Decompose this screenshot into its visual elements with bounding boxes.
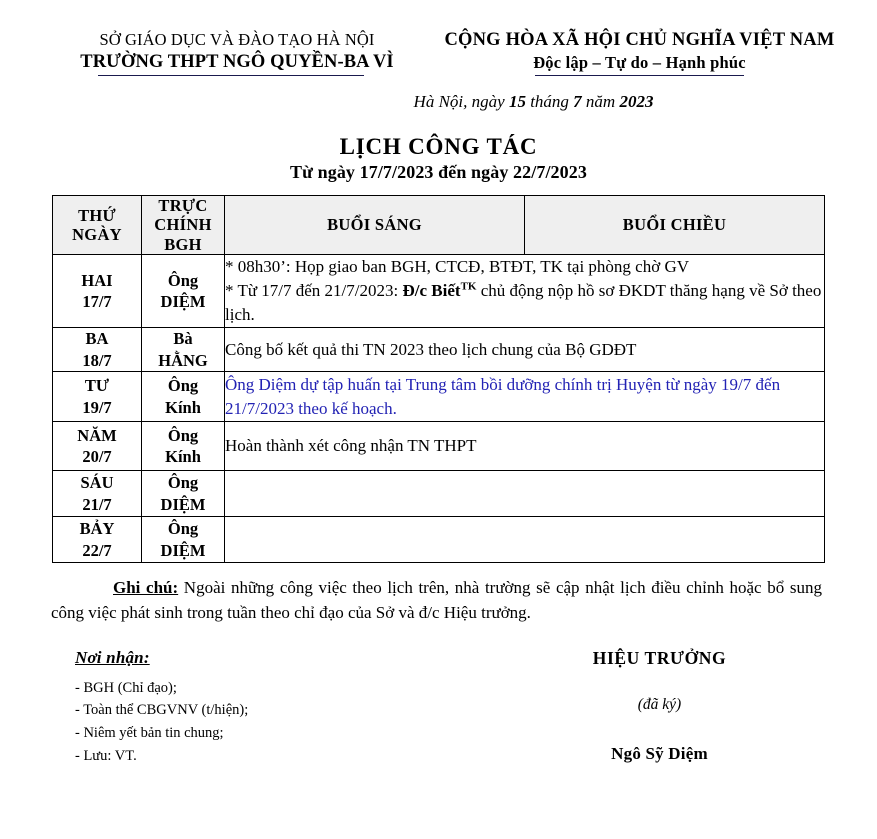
cell-day-line1: BA bbox=[85, 329, 109, 349]
cell-bgh bbox=[142, 517, 225, 563]
cell-day-line1: SÁU bbox=[80, 473, 114, 493]
national-motto-underline bbox=[535, 75, 744, 76]
cell-day bbox=[53, 471, 142, 517]
list-item: - BGH (Chỉ đạo); bbox=[75, 679, 177, 696]
list-item: - Toàn thể CBGVNV (t/hiện); bbox=[75, 702, 249, 719]
dateline-mid2: năm bbox=[581, 92, 620, 111]
national-motto-text: Độc lập – Tự do – Hạnh phúc bbox=[533, 53, 746, 72]
table-row bbox=[53, 517, 825, 563]
dateline-day: 15 bbox=[508, 92, 526, 111]
signature-block bbox=[505, 648, 850, 769]
column-header-bgh-line2: CHÍNH bbox=[154, 215, 212, 235]
dateline bbox=[27, 92, 850, 112]
cell-day-line1: HAI bbox=[81, 270, 113, 290]
table-row bbox=[53, 372, 825, 422]
cell-day-line1: TƯ bbox=[84, 376, 110, 396]
cell-bgh-line1: Ông bbox=[167, 519, 199, 539]
dateline-prefix: Hà Nội, ngày bbox=[413, 92, 509, 111]
masthead bbox=[27, 0, 850, 73]
cell-bgh bbox=[142, 422, 225, 471]
list-item: - Lưu: VT. bbox=[75, 748, 137, 765]
cell-day-line2: 22/7 bbox=[82, 540, 112, 560]
column-header-day bbox=[53, 196, 142, 255]
cell-bgh-line1: Bà bbox=[173, 329, 193, 349]
schedule-table-head bbox=[53, 196, 825, 255]
content-line-2-superscript: TK bbox=[460, 280, 477, 293]
table-row bbox=[53, 328, 825, 372]
column-header-morning: BUỔI SÁNG bbox=[225, 196, 525, 255]
cell-bgh-line1: Ông bbox=[167, 425, 199, 445]
dateline-month: 7 bbox=[573, 92, 582, 111]
school-name-text: TRƯỜNG THPT NGÔ QUYỀN-BA VÌ bbox=[80, 52, 394, 72]
column-header-bgh-line1: TRỰC bbox=[158, 196, 208, 215]
content-line-1: * 08h30’: Họp giao ban BGH, CTCĐ, BTĐT, TK tại phòng chờ GV bbox=[225, 256, 690, 276]
school-name bbox=[80, 52, 393, 73]
cell-bgh bbox=[142, 471, 225, 517]
cell-day-line2: 20/7 bbox=[82, 447, 112, 467]
cell-bgh-line2: HẰNG bbox=[158, 350, 208, 370]
page-subtitle: Từ ngày 17/7/2023 đến ngày 22/7/2023 bbox=[290, 162, 587, 182]
cell-content: Công bố kết quả thi TN 2023 theo lịch chung của Bộ GDĐT bbox=[225, 328, 825, 372]
cell-day-line2: 17/7 bbox=[82, 292, 112, 312]
signature-name: Ngô Sỹ Diệm bbox=[611, 743, 708, 763]
cell-day-line2: 18/7 bbox=[82, 350, 112, 370]
cell-bgh bbox=[142, 372, 225, 422]
cell-day bbox=[53, 328, 142, 372]
note-text: Ngoài những công việc theo lịch trên, nhà trường sẽ cập nhật lịch điều chỉnh hoặc bổ sung công việc phát sinh trong tuần theo chỉ đạo của Sở và đ/c Hiệu trưởng. bbox=[51, 578, 822, 622]
column-header-afternoon: BUỔI CHIỀU bbox=[525, 196, 825, 255]
cell-bgh-line2: Kính bbox=[165, 397, 201, 417]
cell-bgh-line2: DIỆM bbox=[160, 292, 206, 312]
content-line-2-bold: Đ/c Biết bbox=[402, 281, 461, 301]
cell-content bbox=[225, 517, 825, 563]
table-row bbox=[53, 422, 825, 471]
note-label: Ghi chú: bbox=[113, 578, 179, 598]
schedule-table-body bbox=[53, 254, 825, 562]
cell-content: Ông Diệm dự tập huấn tại Trung tâm bồi dưỡng chính trị Huyện từ ngày 19/7 đến 21/7/2023 theo kế hoạch. bbox=[225, 372, 825, 422]
cell-bgh-line1: Ông bbox=[167, 270, 199, 290]
column-header-bgh bbox=[142, 196, 225, 255]
cell-bgh-line2: DIỆM bbox=[160, 494, 206, 514]
dateline-mid1: tháng bbox=[525, 92, 574, 111]
cell-content bbox=[225, 254, 825, 327]
content-line-2-part-c: chủ động nộp hồ sơ ĐKDT thăng hạng về Sở theo lịch. bbox=[225, 281, 822, 325]
national-motto bbox=[533, 53, 746, 73]
content-line-2-part-a: * Từ 17/7 đến 21/7/2023: bbox=[225, 281, 403, 301]
cell-day bbox=[53, 254, 142, 327]
recipients-list bbox=[75, 677, 505, 769]
cell-day-line1: NĂM bbox=[77, 425, 117, 445]
department-name: SỞ GIÁO DỤC VÀ ĐÀO TẠO HÀ NỘI bbox=[99, 30, 375, 49]
cell-bgh bbox=[142, 254, 225, 327]
cell-day bbox=[53, 422, 142, 471]
content-line-2 bbox=[225, 279, 824, 327]
cell-day bbox=[53, 517, 142, 563]
masthead-right bbox=[437, 30, 850, 73]
recipients-title: Nơi nhận: bbox=[75, 647, 150, 667]
cell-content: Hoàn thành xét công nhận TN THPT bbox=[225, 422, 825, 471]
table-row bbox=[53, 254, 825, 327]
cell-content bbox=[225, 471, 825, 517]
cell-day-line1: BẢY bbox=[79, 519, 115, 539]
recipients-block bbox=[27, 648, 505, 769]
cell-day-line2: 19/7 bbox=[82, 397, 112, 417]
column-header-bgh-line3: BGH bbox=[164, 234, 202, 254]
column-header-day-line2: NGÀY bbox=[72, 224, 122, 244]
country-name: CỘNG HÒA XÃ HỘI CHỦ NGHĨA VIỆT NAM bbox=[444, 30, 835, 50]
list-item: - Niêm yết bản tin chung; bbox=[75, 725, 224, 742]
cell-bgh bbox=[142, 328, 225, 372]
table-header-row bbox=[53, 196, 825, 255]
cell-bgh-line2: DIỆM bbox=[160, 540, 206, 560]
cell-bgh-line1: Ông bbox=[167, 376, 199, 396]
table-row bbox=[53, 471, 825, 517]
column-header-day-line1: THỨ bbox=[78, 205, 116, 225]
cell-day bbox=[53, 372, 142, 422]
note-paragraph bbox=[51, 576, 822, 625]
dateline-year: 2023 bbox=[619, 92, 654, 111]
footer bbox=[27, 648, 850, 769]
signature-role: HIỆU TRƯỞNG bbox=[592, 647, 727, 668]
cell-bgh-line1: Ông bbox=[167, 473, 199, 493]
schedule-table bbox=[52, 195, 825, 563]
cell-day-line2: 21/7 bbox=[82, 494, 112, 514]
page-title: LỊCH CÔNG TÁC bbox=[339, 134, 538, 159]
masthead-left bbox=[27, 30, 437, 73]
signature-signed-note: (đã ký) bbox=[637, 695, 682, 713]
school-name-underline bbox=[98, 75, 363, 76]
cell-bgh-line2: Kính bbox=[165, 447, 201, 467]
